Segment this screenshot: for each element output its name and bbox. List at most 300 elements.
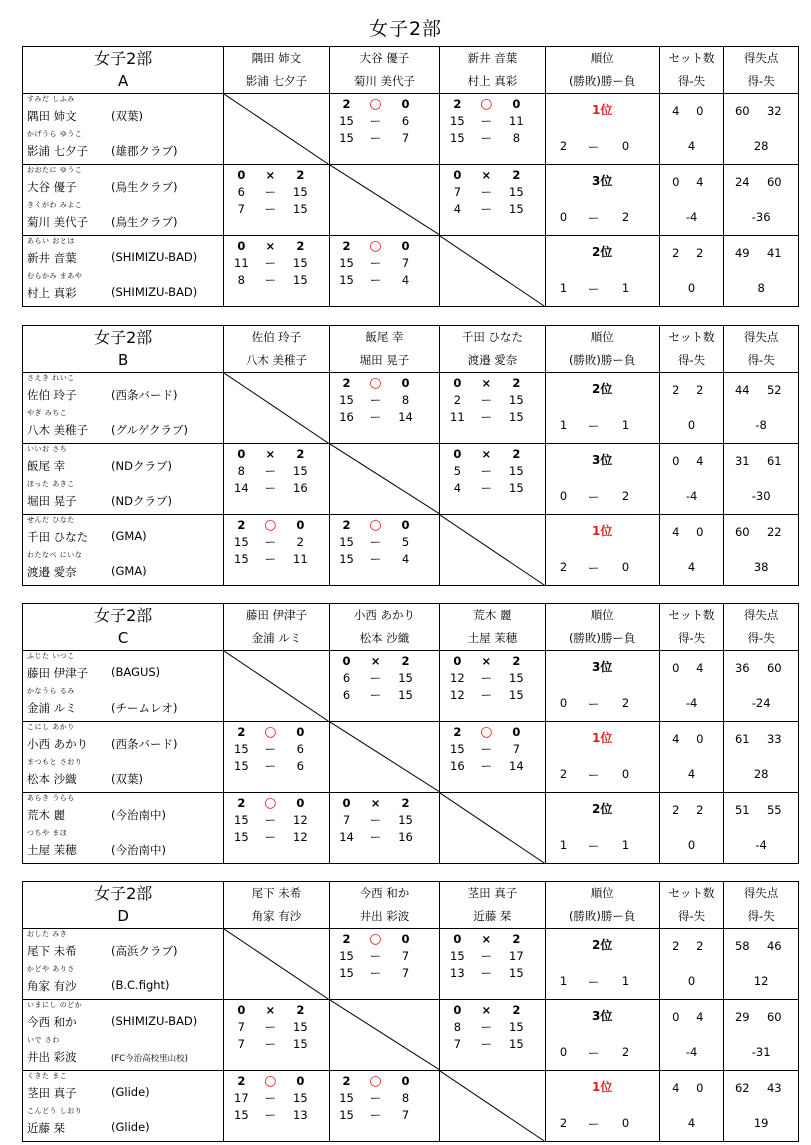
pair-cell <box>23 94 224 165</box>
game-score-opp: 5 <box>401 535 410 549</box>
game-score-opp: 13 <box>293 1108 308 1122</box>
games-won: 2 <box>342 518 351 532</box>
rank-header <box>545 604 659 651</box>
win-mark-icon: ○ <box>369 1073 382 1089</box>
diagonal-line <box>440 1071 544 1141</box>
game-score <box>330 965 422 982</box>
points-diff: 19 <box>753 1116 769 1130</box>
match-cell <box>440 722 545 793</box>
rank-header <box>545 326 659 373</box>
game-score-opp: 15 <box>293 464 308 478</box>
self-match-cell <box>440 1071 545 1142</box>
game-score-opp: 16 <box>398 830 413 844</box>
header-player-1: 飯尾 幸 <box>365 330 404 344</box>
game-score <box>440 130 532 147</box>
points-for: 31 <box>734 454 750 468</box>
rank-cell <box>545 165 659 236</box>
game-score <box>440 1036 532 1053</box>
sets-won: 4 <box>672 1081 680 1095</box>
player-name: 近藤 栞 <box>27 1121 66 1135</box>
win-mark-icon: ○ <box>264 795 277 811</box>
games-lost: 0 <box>296 725 305 739</box>
sets-diff: -4 <box>685 210 698 224</box>
dash-separator: ー <box>369 552 382 566</box>
sets-lost: 0 <box>696 1081 704 1095</box>
points-cell <box>724 165 799 236</box>
game-score-opp: 4 <box>401 552 410 566</box>
column-pair-header <box>329 882 440 929</box>
match-result <box>330 653 422 670</box>
game-score <box>440 965 532 982</box>
table-row <box>23 651 799 722</box>
dash-separator: ー <box>264 1020 277 1034</box>
player-name: 隅田 姉文 <box>27 109 77 123</box>
player-entry <box>23 828 223 863</box>
player-club: (西条バード) <box>111 388 178 402</box>
points-cell <box>724 1071 799 1142</box>
game-score-opp: 14 <box>398 410 413 424</box>
player-name: 飯尾 幸 <box>27 459 66 473</box>
points-diff: 28 <box>753 767 769 781</box>
header-player-1: 今西 和か <box>359 886 410 900</box>
group-title: 女子2部 <box>94 606 153 625</box>
losses: 0 <box>621 1116 630 1130</box>
match-result <box>330 795 422 812</box>
rank-value: 2位 <box>592 802 613 816</box>
games-lost: 0 <box>296 796 305 810</box>
losses: 1 <box>621 281 630 295</box>
header-player-2: 金浦 ルミ <box>251 631 302 645</box>
match-result <box>224 517 316 534</box>
player-reading: むらかみ まあや <box>27 272 83 280</box>
points-header-title: 得失点 <box>743 608 779 622</box>
player-club: (双葉) <box>111 772 143 786</box>
self-match-cell <box>329 722 440 793</box>
games-lost: 0 <box>296 1074 305 1088</box>
rank-value: 3位 <box>592 660 613 674</box>
player-name: 今西 和か <box>27 1015 77 1029</box>
table-row <box>23 929 799 1000</box>
dash-separator: ー <box>369 410 382 424</box>
game-score <box>440 201 532 218</box>
points-cell <box>724 1000 799 1071</box>
game-score-own: 15 <box>339 949 354 963</box>
dash-separator: ー <box>264 552 277 566</box>
player-club: (高浜クラブ) <box>111 944 178 958</box>
game-score-own: 11 <box>234 256 249 270</box>
player-reading: おおたに ゆうこ <box>27 166 83 174</box>
game-score-own: 15 <box>339 273 354 287</box>
loss-mark-icon: × <box>265 239 276 253</box>
points-cell <box>724 651 799 722</box>
points-diff: -8 <box>755 418 767 432</box>
games-won: 2 <box>453 97 462 111</box>
game-score <box>224 741 316 758</box>
game-score <box>224 1090 316 1107</box>
games-won: 2 <box>237 1074 246 1088</box>
game-score-opp: 15 <box>398 813 413 827</box>
game-score-opp: 15 <box>293 256 308 270</box>
wins: 2 <box>559 560 568 574</box>
player-reading: せんだ ひなた <box>27 516 75 524</box>
win-mark-icon: ○ <box>480 96 493 112</box>
sets-diff: -4 <box>685 1045 698 1059</box>
game-score-own: 7 <box>342 813 351 827</box>
header-player-2: 近藤 栞 <box>473 909 512 923</box>
game-score-own: 15 <box>450 742 465 756</box>
player-entry <box>23 479 223 514</box>
dash-separator: ー <box>587 697 600 711</box>
table-row <box>23 236 799 307</box>
self-match-cell <box>440 515 545 586</box>
sets-header-sub: 得-失 <box>677 353 706 367</box>
game-score-own: 15 <box>450 131 465 145</box>
game-score-own: 15 <box>339 552 354 566</box>
wins: 0 <box>559 489 568 503</box>
loss-mark-icon: × <box>265 1003 276 1017</box>
sets-header-title: セット数 <box>668 51 715 65</box>
points-cell <box>724 793 799 864</box>
column-pair-header <box>440 326 545 373</box>
game-score-own: 16 <box>450 759 465 773</box>
game-score-opp: 15 <box>293 1091 308 1105</box>
points-diff: 28 <box>753 139 769 153</box>
header-player-2: 八木 美稚子 <box>245 353 308 367</box>
points-against: 33 <box>766 732 782 746</box>
player-name: 藤田 伊津子 <box>27 666 89 680</box>
game-score <box>224 1019 316 1036</box>
points-for: 60 <box>734 525 750 539</box>
games-won: 0 <box>453 168 462 182</box>
rank-value: 1位 <box>592 524 613 538</box>
player-entry <box>23 686 223 721</box>
player-name: 角家 有沙 <box>27 979 77 993</box>
games-lost: 2 <box>296 168 305 182</box>
group-label: C <box>117 629 129 647</box>
rank-header <box>545 47 659 94</box>
points-for: 51 <box>734 803 750 817</box>
sets-won: 2 <box>672 246 680 260</box>
game-score <box>440 687 532 704</box>
game-score-opp: 15 <box>509 481 524 495</box>
pair-cell <box>23 165 224 236</box>
dash-separator: ー <box>264 759 277 773</box>
game-score-opp: 15 <box>509 966 524 980</box>
self-match-cell <box>329 165 440 236</box>
points-against: 43 <box>766 1081 782 1095</box>
header-player-2: 松本 沙織 <box>359 631 410 645</box>
match-result <box>224 1002 316 1019</box>
dash-separator: ー <box>264 813 277 827</box>
group-title-cell <box>23 882 224 929</box>
games-won: 0 <box>453 447 462 461</box>
dash-separator: ー <box>480 966 493 980</box>
game-score <box>224 480 316 497</box>
win-mark-icon: ○ <box>369 375 382 391</box>
game-score <box>224 551 316 568</box>
player-club: (FC今治高校里山校) <box>111 1054 188 1064</box>
player-reading: くきた まこ <box>27 1072 68 1080</box>
table-row <box>23 1000 799 1071</box>
match-result <box>224 167 316 184</box>
loss-mark-icon: × <box>481 1003 492 1017</box>
player-name: 堀田 晃子 <box>27 494 77 508</box>
header-player-2: 角家 有沙 <box>251 909 302 923</box>
game-score-own: 15 <box>450 114 465 128</box>
player-reading: やぎ みちこ <box>27 409 68 417</box>
loss-mark-icon: × <box>265 447 276 461</box>
player-entry <box>23 236 223 271</box>
points-header <box>724 882 799 929</box>
points-for: 61 <box>734 732 750 746</box>
win-mark-icon: ○ <box>369 517 382 533</box>
player-club: (今治南中) <box>111 808 166 822</box>
losses: 2 <box>621 696 630 710</box>
column-pair-header <box>440 604 545 651</box>
rank-header-title: 順位 <box>590 886 614 900</box>
match-cell <box>440 165 545 236</box>
points-against: 52 <box>766 383 782 397</box>
sets-lost: 2 <box>696 246 704 260</box>
player-name: 荒木 麗 <box>27 808 66 822</box>
games-lost: 0 <box>401 97 410 111</box>
dash-separator: ー <box>369 256 382 270</box>
column-pair-header <box>329 604 440 651</box>
wins: 0 <box>559 696 568 710</box>
header-player-2: 村上 真彩 <box>467 74 518 88</box>
self-match-cell <box>329 444 440 515</box>
dash-separator: ー <box>587 140 600 154</box>
dash-separator: ー <box>369 830 382 844</box>
dash-separator: ー <box>587 1046 600 1060</box>
group-title: 女子2部 <box>94 328 153 347</box>
game-score <box>330 948 422 965</box>
match-result <box>224 446 316 463</box>
points-cell <box>724 515 799 586</box>
sets-won: 2 <box>672 383 680 397</box>
points-against: 41 <box>766 246 782 260</box>
game-score-own: 15 <box>339 535 354 549</box>
game-score-own: 7 <box>453 185 462 199</box>
player-reading: あらき うらら <box>27 794 75 802</box>
player-club: (B.C.fight) <box>111 978 170 992</box>
sets-diff: -4 <box>685 489 698 503</box>
loss-mark-icon: × <box>481 447 492 461</box>
player-name: 井出 彩波 <box>27 1050 77 1064</box>
dash-separator: ー <box>480 671 493 685</box>
games-won: 2 <box>342 97 351 111</box>
header-player-1: 荒木 麗 <box>473 608 512 622</box>
sets-cell <box>659 722 723 793</box>
game-score-opp: 7 <box>401 131 410 145</box>
points-header-sub: 得-失 <box>747 353 775 367</box>
points-cell <box>724 236 799 307</box>
game-score-opp: 6 <box>296 759 304 773</box>
player-reading: こにし あかり <box>27 723 75 731</box>
rank-cell <box>545 94 659 165</box>
rank-cell <box>545 515 659 586</box>
player-entry <box>23 964 223 999</box>
table-row <box>23 1071 799 1142</box>
dash-separator: ー <box>264 273 277 287</box>
player-reading: こんどう しおり <box>27 1107 83 1115</box>
match-cell <box>329 793 440 864</box>
player-club: (Glide) <box>111 1085 150 1099</box>
game-score <box>330 670 422 687</box>
points-cell <box>724 94 799 165</box>
player-entry <box>23 793 223 828</box>
win-mark-icon: ○ <box>369 96 382 112</box>
group-label: D <box>117 907 129 925</box>
games-lost: 0 <box>512 97 521 111</box>
player-club: (雄郡クラブ) <box>111 144 178 158</box>
player-entry <box>23 550 223 585</box>
points-diff: -36 <box>751 210 771 224</box>
game-score-own: 16 <box>339 410 354 424</box>
game-score-opp: 8 <box>401 1091 410 1105</box>
player-entry <box>23 200 223 235</box>
player-club: (SHIMIZU-BAD) <box>111 1014 198 1028</box>
games-won: 2 <box>342 1074 351 1088</box>
dash-separator: ー <box>480 464 493 478</box>
player-entry <box>23 373 223 408</box>
game-score-own: 15 <box>339 256 354 270</box>
loss-mark-icon: × <box>481 932 492 946</box>
game-score <box>224 201 316 218</box>
table-row <box>23 94 799 165</box>
sets-cell <box>659 444 723 515</box>
match-result <box>440 446 532 463</box>
game-score-own: 8 <box>237 273 245 287</box>
sets-won: 2 <box>672 939 680 953</box>
dash-separator: ー <box>369 1108 382 1122</box>
dash-separator: ー <box>480 759 493 773</box>
games-won: 0 <box>453 376 462 390</box>
pair-cell <box>23 793 224 864</box>
player-entry <box>23 1000 223 1035</box>
points-for: 60 <box>734 104 750 118</box>
sets-lost: 4 <box>696 454 704 468</box>
game-score-own: 6 <box>342 671 351 685</box>
points-header-sub: 得-失 <box>747 631 775 645</box>
rank-cell <box>545 1000 659 1071</box>
game-score-opp: 12 <box>293 830 308 844</box>
game-score-own: 12 <box>450 688 465 702</box>
points-header-sub: 得-失 <box>747 909 775 923</box>
sets-won: 4 <box>672 732 680 746</box>
header-player-1: 小西 あかり <box>353 608 416 622</box>
self-match-cell <box>440 793 545 864</box>
sets-won: 0 <box>672 1010 680 1024</box>
game-score-opp: 15 <box>293 1020 308 1034</box>
sets-diff: 0 <box>687 974 696 988</box>
player-entry <box>23 651 223 686</box>
dash-separator: ー <box>480 688 493 702</box>
game-score <box>224 1107 316 1124</box>
sets-cell <box>659 515 723 586</box>
game-score-opp: 15 <box>398 671 413 685</box>
rank-cell <box>545 793 659 864</box>
match-cell <box>224 444 329 515</box>
player-club: (GMA) <box>111 529 147 543</box>
rank-header-title: 順位 <box>590 608 614 622</box>
points-against: 60 <box>766 175 782 189</box>
rank-header-title: 順位 <box>590 330 614 344</box>
header-player-1: 藤田 伊津子 <box>245 608 308 622</box>
player-entry <box>23 1035 223 1070</box>
header-player-2: 影浦 七夕子 <box>245 74 308 88</box>
sets-lost: 4 <box>696 175 704 189</box>
player-entry <box>23 444 223 479</box>
points-for: 29 <box>734 1010 750 1024</box>
player-name: 千田 ひなた <box>27 530 89 544</box>
rank-cell <box>545 373 659 444</box>
pair-cell <box>23 1071 224 1142</box>
game-score <box>330 551 422 568</box>
player-club: (チームレオ) <box>111 701 178 715</box>
player-reading: いで さわ <box>27 1036 60 1044</box>
round-robin-table <box>22 325 799 586</box>
games-lost: 0 <box>401 518 410 532</box>
match-cell <box>224 1000 329 1071</box>
sets-cell <box>659 1071 723 1142</box>
self-match-cell <box>440 236 545 307</box>
points-diff: 12 <box>753 974 769 988</box>
games-won: 2 <box>237 796 246 810</box>
points-against: 22 <box>766 525 782 539</box>
match-result <box>440 931 532 948</box>
rank-value: 1位 <box>592 1080 613 1094</box>
rank-cell <box>545 444 659 515</box>
sets-won: 0 <box>672 454 680 468</box>
player-entry <box>23 515 223 550</box>
game-score <box>440 409 532 426</box>
games-won: 2 <box>237 518 246 532</box>
game-score-opp: 15 <box>509 202 524 216</box>
game-score <box>330 829 422 846</box>
player-entry <box>23 722 223 757</box>
game-score <box>440 463 532 480</box>
pair-cell <box>23 651 224 722</box>
player-reading: いまにし のどか <box>27 1001 83 1009</box>
game-score-own: 15 <box>339 393 354 407</box>
player-reading: すみだ しふみ <box>27 95 75 103</box>
game-score-own: 7 <box>237 1020 245 1034</box>
diagonal-line <box>330 444 440 514</box>
game-score-opp: 14 <box>509 759 524 773</box>
rank-value: 1位 <box>592 103 613 117</box>
dash-separator: ー <box>587 282 600 296</box>
games-won: 0 <box>342 654 351 668</box>
match-cell <box>329 236 440 307</box>
match-result <box>330 931 422 948</box>
sets-header <box>659 47 723 94</box>
points-cell <box>724 722 799 793</box>
self-match-cell <box>224 929 329 1000</box>
games-won: 0 <box>237 168 246 182</box>
points-diff: 38 <box>753 560 769 574</box>
game-score <box>330 812 422 829</box>
game-score <box>330 130 422 147</box>
dash-separator: ー <box>480 202 493 216</box>
match-cell <box>224 1071 329 1142</box>
group-block <box>22 603 799 864</box>
player-reading: ほった あきこ <box>27 480 75 488</box>
game-score-opp: 15 <box>509 410 524 424</box>
player-name: 渡邉 愛奈 <box>27 565 77 579</box>
player-club: (鳥生クラブ) <box>111 215 178 229</box>
table-row <box>23 515 799 586</box>
